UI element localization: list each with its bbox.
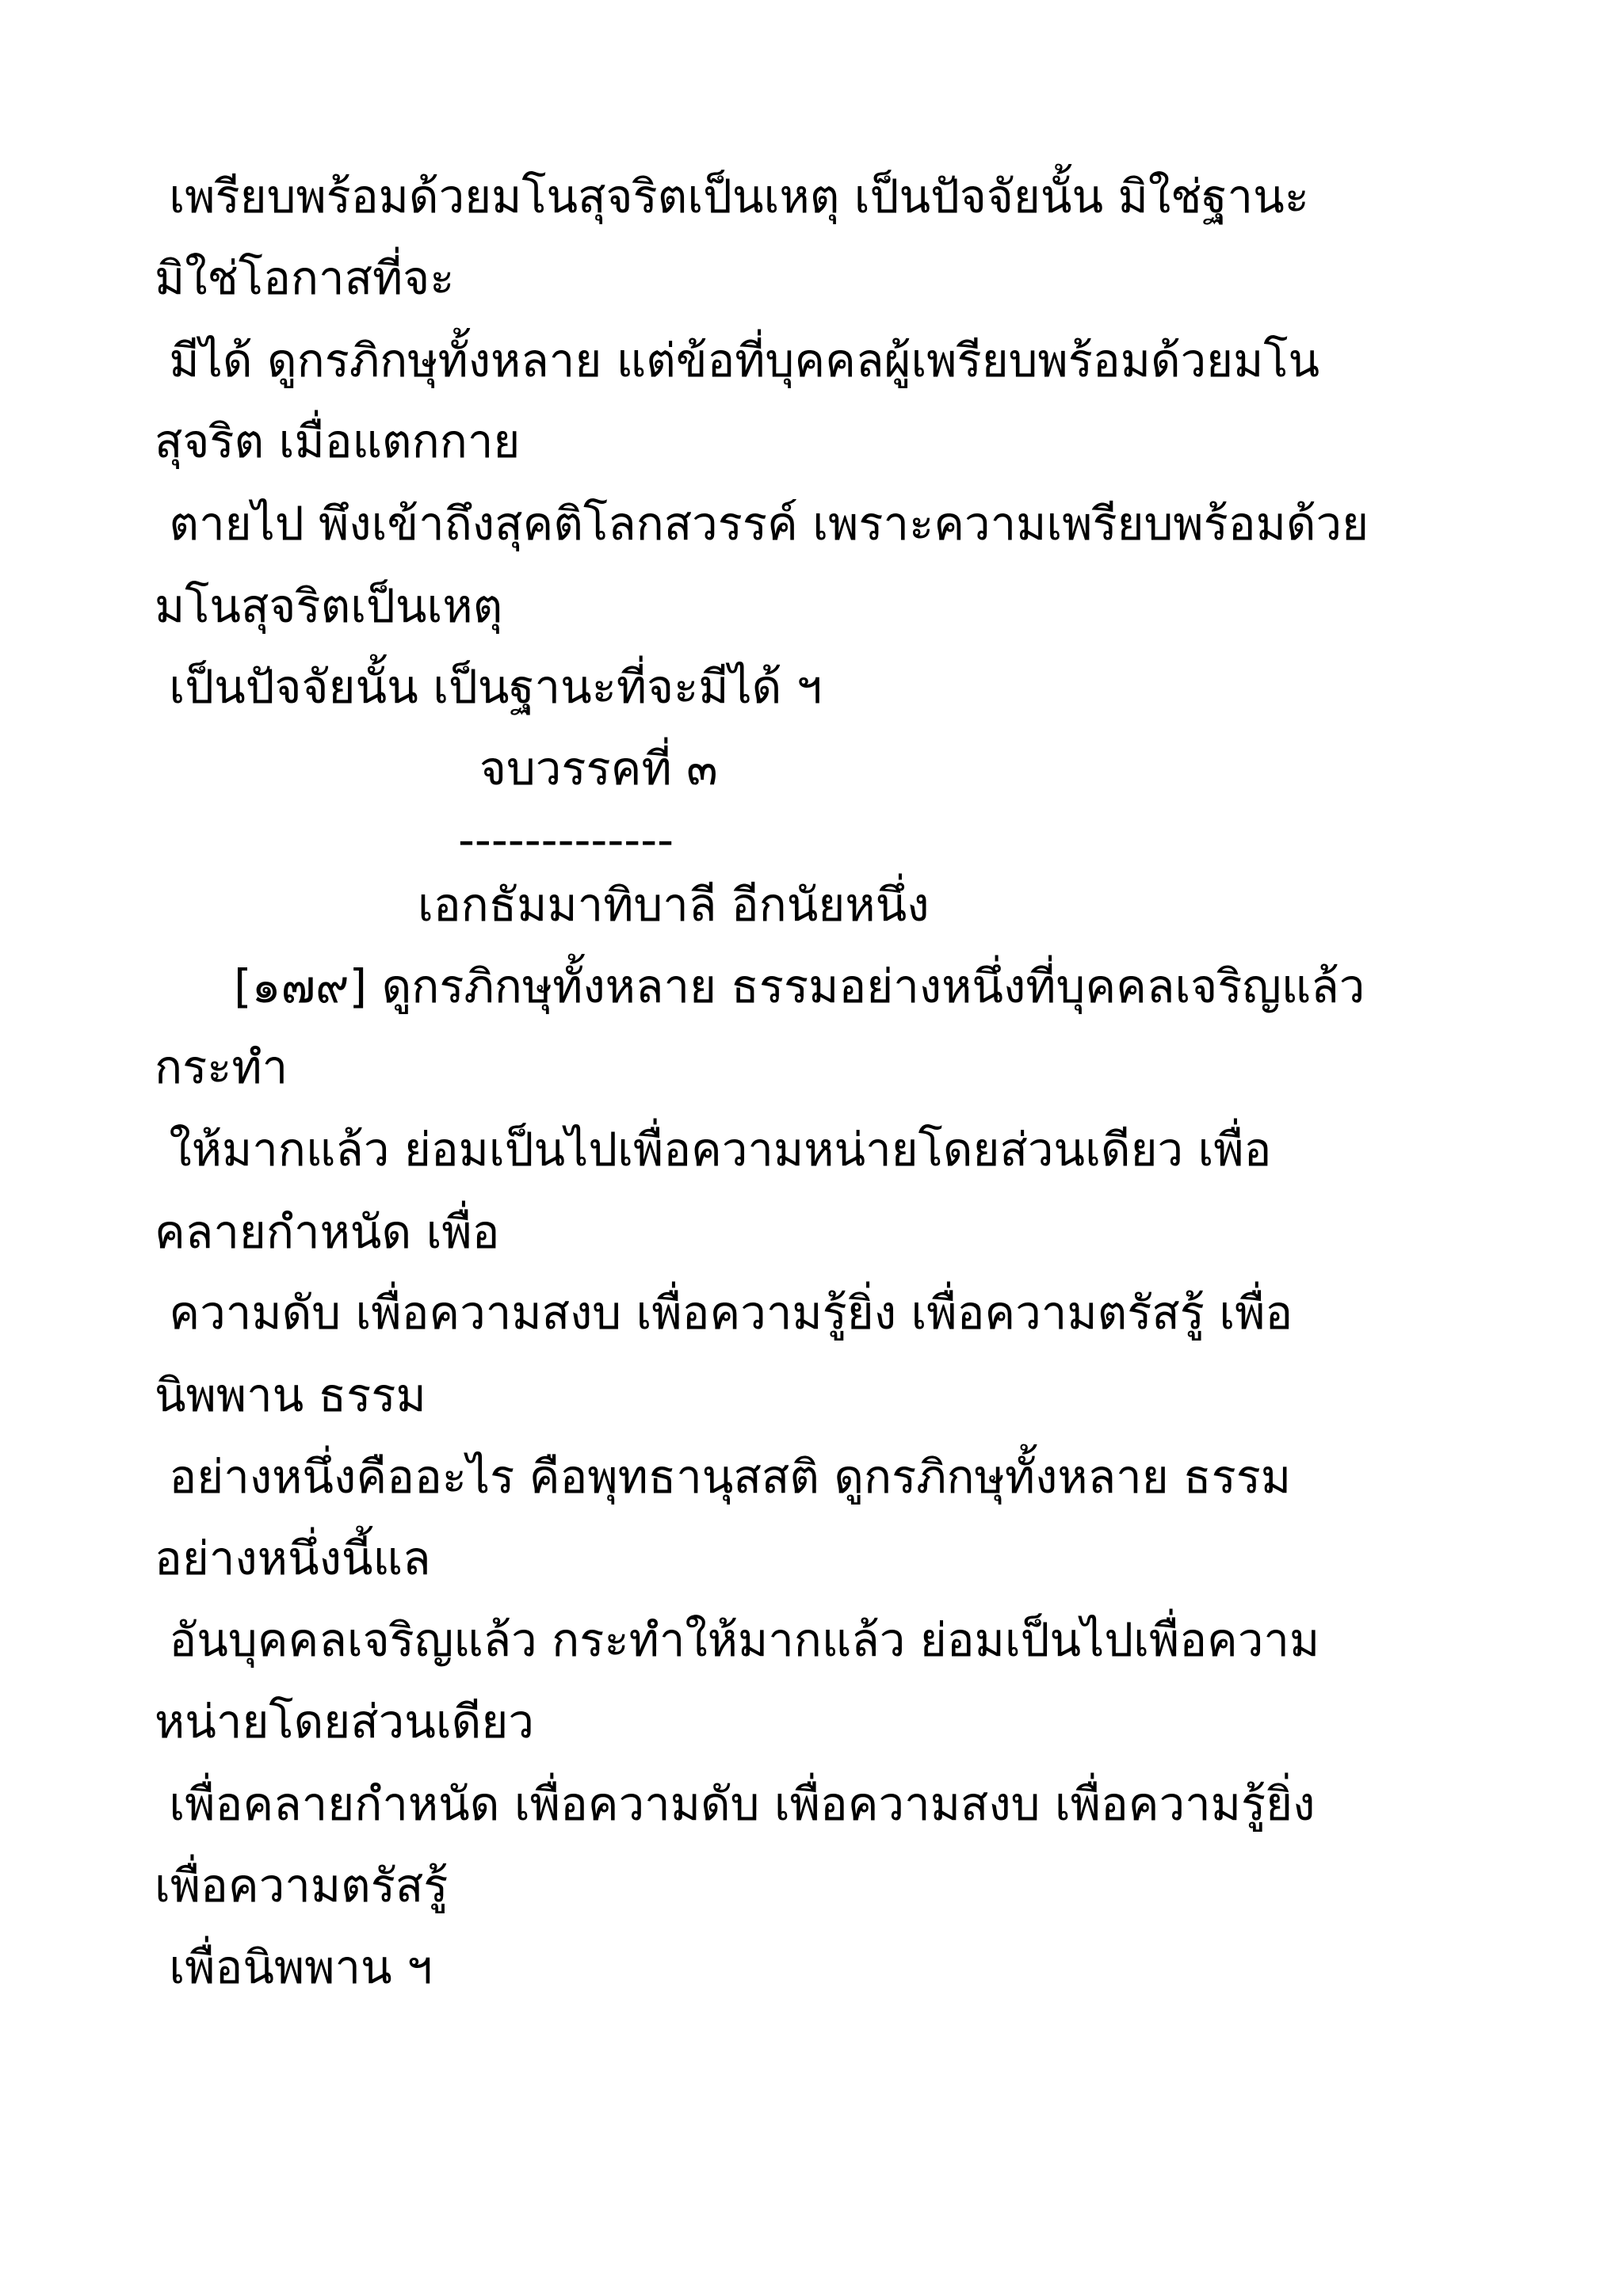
text-line: อันบุคคลเจริญแล้ว กระทำให้มากแล้ว ย่อมเป็นไปเพื่อความ	[155, 1613, 1320, 1667]
text-line: กระทำ	[155, 1040, 288, 1094]
text-line: ตายไป พึงเข้าถึงสุคติโลกสวรรค์ เพราะความเพรียบพร้อมด้วย	[155, 497, 1369, 551]
text-line: มโนสุจริตเป็นเหตุ	[155, 579, 503, 633]
text-line: ให้มากแล้ว ย่อมเป็นไปเพื่อความหน่ายโดยส่วนเดียว เพื่อ	[155, 1123, 1272, 1177]
text-line: หน่ายโดยส่วนเดียว	[155, 1695, 534, 1749]
text-line: อย่างหนึ่งนี้แล	[155, 1531, 431, 1585]
text-line: เพื่อความตรัสรู้	[155, 1859, 449, 1913]
text-line: สุจริต เมื่อแตกกาย	[155, 414, 521, 468]
text-line: คลายกำหนัด เพื่อ	[155, 1205, 500, 1259]
text-line: มิใช่โอกาสที่จะ	[155, 251, 455, 305]
text-line: มีได้ ดูกรภิกษุทั้งหลาย แต่ข้อที่บุคคลผู้เพรียบพร้อมด้วยมโน	[155, 334, 1320, 387]
section-divider: -------------	[458, 813, 674, 867]
text-line: ความดับ เพื่อความสงบ เพื่อความรู้ยิ่ง เพื่อความตรัสรู้ เพื่อ	[155, 1286, 1293, 1340]
text-line: เพื่อคลายกำหนัด เพื่อความดับ เพื่อความสงบ เพื่อความรู้ยิ่ง	[155, 1777, 1316, 1831]
section-heading: เอกธัมมาทิบาลี อีกนัยหนึ่ง	[418, 878, 930, 932]
text-line: เพื่อนิพพาน ฯ	[155, 1940, 433, 1994]
text-line: เพรียบพร้อมด้วยมโนสุจริตเป็นเหตุ เป็นปัจจัยนั้น มิใช่ฐานะ	[155, 170, 1309, 223]
text-line: นิพพาน ธรรม	[155, 1368, 426, 1422]
text-line: อย่างหนึ่งคืออะไร คือพุทธานุสสติ ดูกรภิกษุทั้งหลาย ธรรม	[155, 1450, 1292, 1504]
paragraph-start-line: [๑๗๙] ดูกรภิกษุทั้งหลาย ธรรมอย่างหนึ่งที่บุคคลเจริญแล้ว	[234, 959, 1365, 1013]
text-line: เป็นปัจจัยนั้น เป็นฐานะที่จะมีได้ ฯ	[155, 660, 823, 714]
section-end-title: จบวรรคที่ ๓	[479, 742, 718, 795]
